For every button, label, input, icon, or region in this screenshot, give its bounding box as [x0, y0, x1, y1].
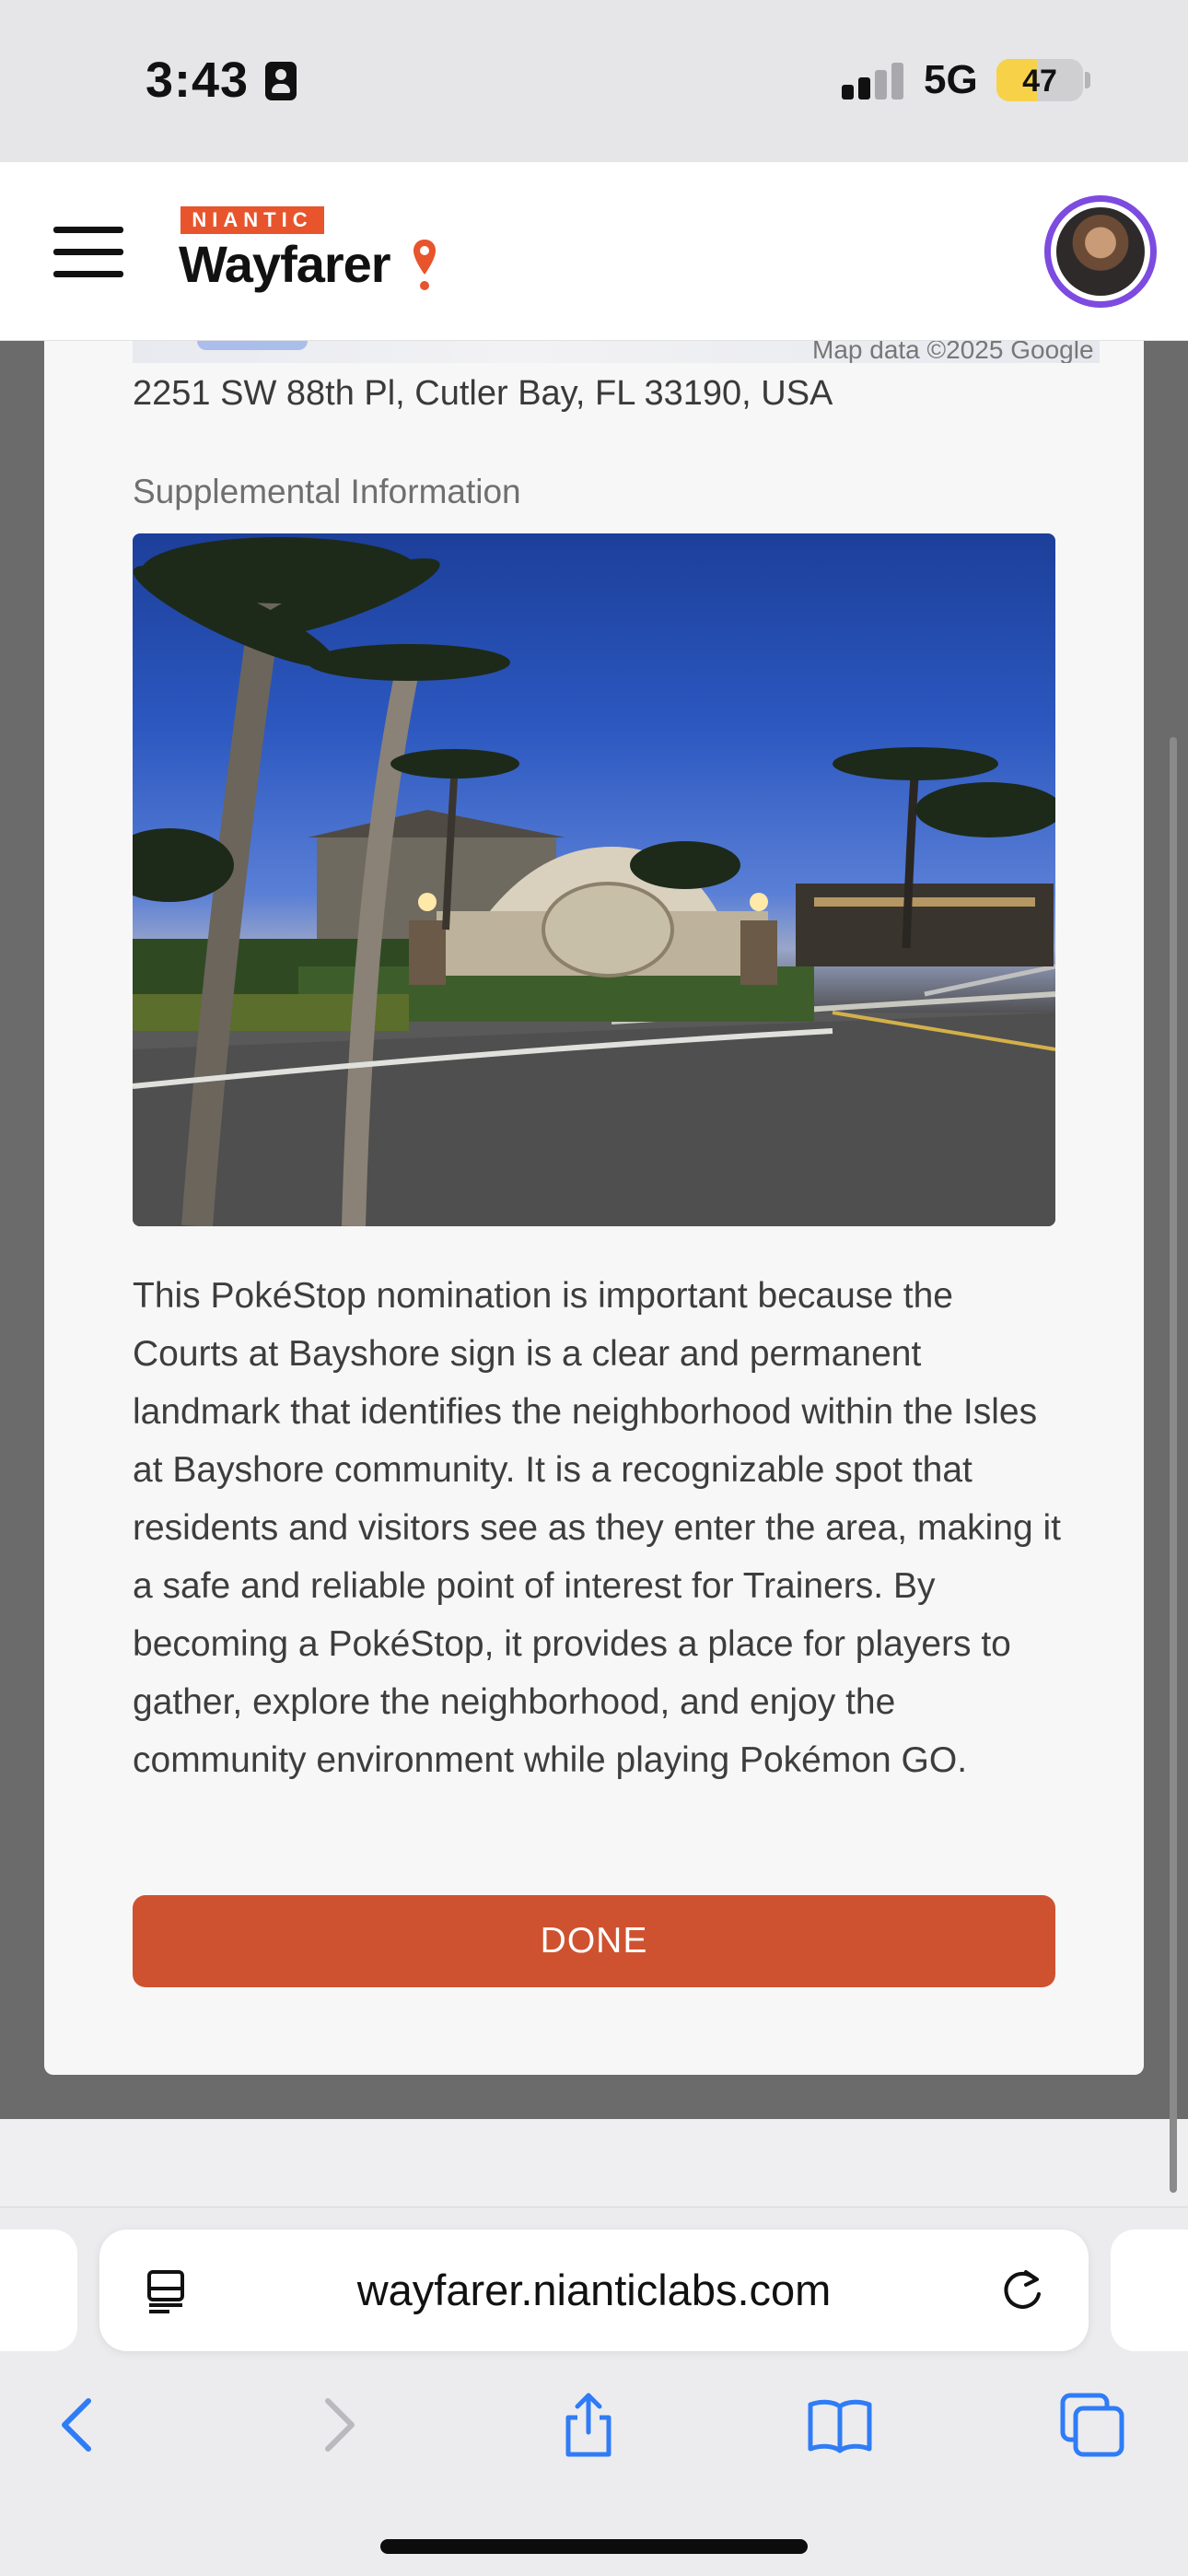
status-bar: [0, 0, 1188, 162]
url-text[interactable]: wayfarer.nianticlabs.com: [356, 2266, 832, 2314]
map-preview[interactable]: [133, 341, 1100, 363]
share-icon[interactable]: [555, 2392, 622, 2458]
network-type: 5G: [924, 57, 978, 102]
status-time: 3:43: [146, 53, 250, 108]
google-logo: [197, 341, 308, 350]
tabs-icon[interactable]: [1059, 2392, 1125, 2458]
photo-scene: [133, 533, 1055, 1226]
user-avatar[interactable]: [1044, 195, 1157, 308]
focus-mode-icon: [265, 62, 297, 100]
supplemental-photo[interactable]: [133, 533, 1055, 1226]
nomination-description: This PokéStop nomination is important because the Courts at Bayshore sign is a clear and permanent landmark that identifies the neighborhood within the Isles at Bayshore community. It is a recognizable spot that residents and visitors see as they enter the area, making it a safe and reliable point of interest for Trainers. By becoming a PokéStop, it provides a place for players to gather, explore the neighborhood, and enjoy the community environment while playing Pokémon GO.: [133, 1276, 1062, 1780]
battery-icon: [996, 59, 1083, 101]
map-attribution: Map data ©2025 Google: [812, 341, 1094, 363]
brand-name: Wayfarer: [179, 235, 390, 293]
battery-tip: [1085, 72, 1090, 88]
address-bar[interactable]: [99, 2230, 1089, 2351]
location-pin-icon: [413, 238, 437, 293]
nomination-card: [44, 341, 1144, 2075]
reload-icon[interactable]: [998, 2266, 1046, 2314]
app-header: [0, 162, 1188, 341]
previous-tab-preview[interactable]: [0, 2230, 77, 2351]
bookmarks-icon[interactable]: [807, 2392, 873, 2458]
cellular-signal-icon: [842, 63, 904, 100]
hamburger-menu-icon[interactable]: [53, 227, 123, 278]
back-icon[interactable]: [46, 2392, 112, 2458]
avatar-image: [1056, 207, 1145, 296]
home-indicator: [380, 2539, 808, 2554]
done-button[interactable]: DONE: [133, 1895, 1055, 1987]
nomination-address: 2251 SW 88th Pl, Cutler Bay, FL 33190, USA: [133, 374, 833, 413]
next-tab-preview[interactable]: [1111, 2230, 1188, 2351]
battery-percent: 47: [1022, 64, 1057, 99]
page-footer-area: [0, 2119, 1188, 2207]
page-scrollbar[interactable]: [1170, 737, 1177, 2193]
brand-badge: NIANTIC: [181, 206, 324, 234]
forward-icon[interactable]: [304, 2392, 370, 2458]
supplemental-info-label: Supplemental Information: [133, 473, 521, 510]
